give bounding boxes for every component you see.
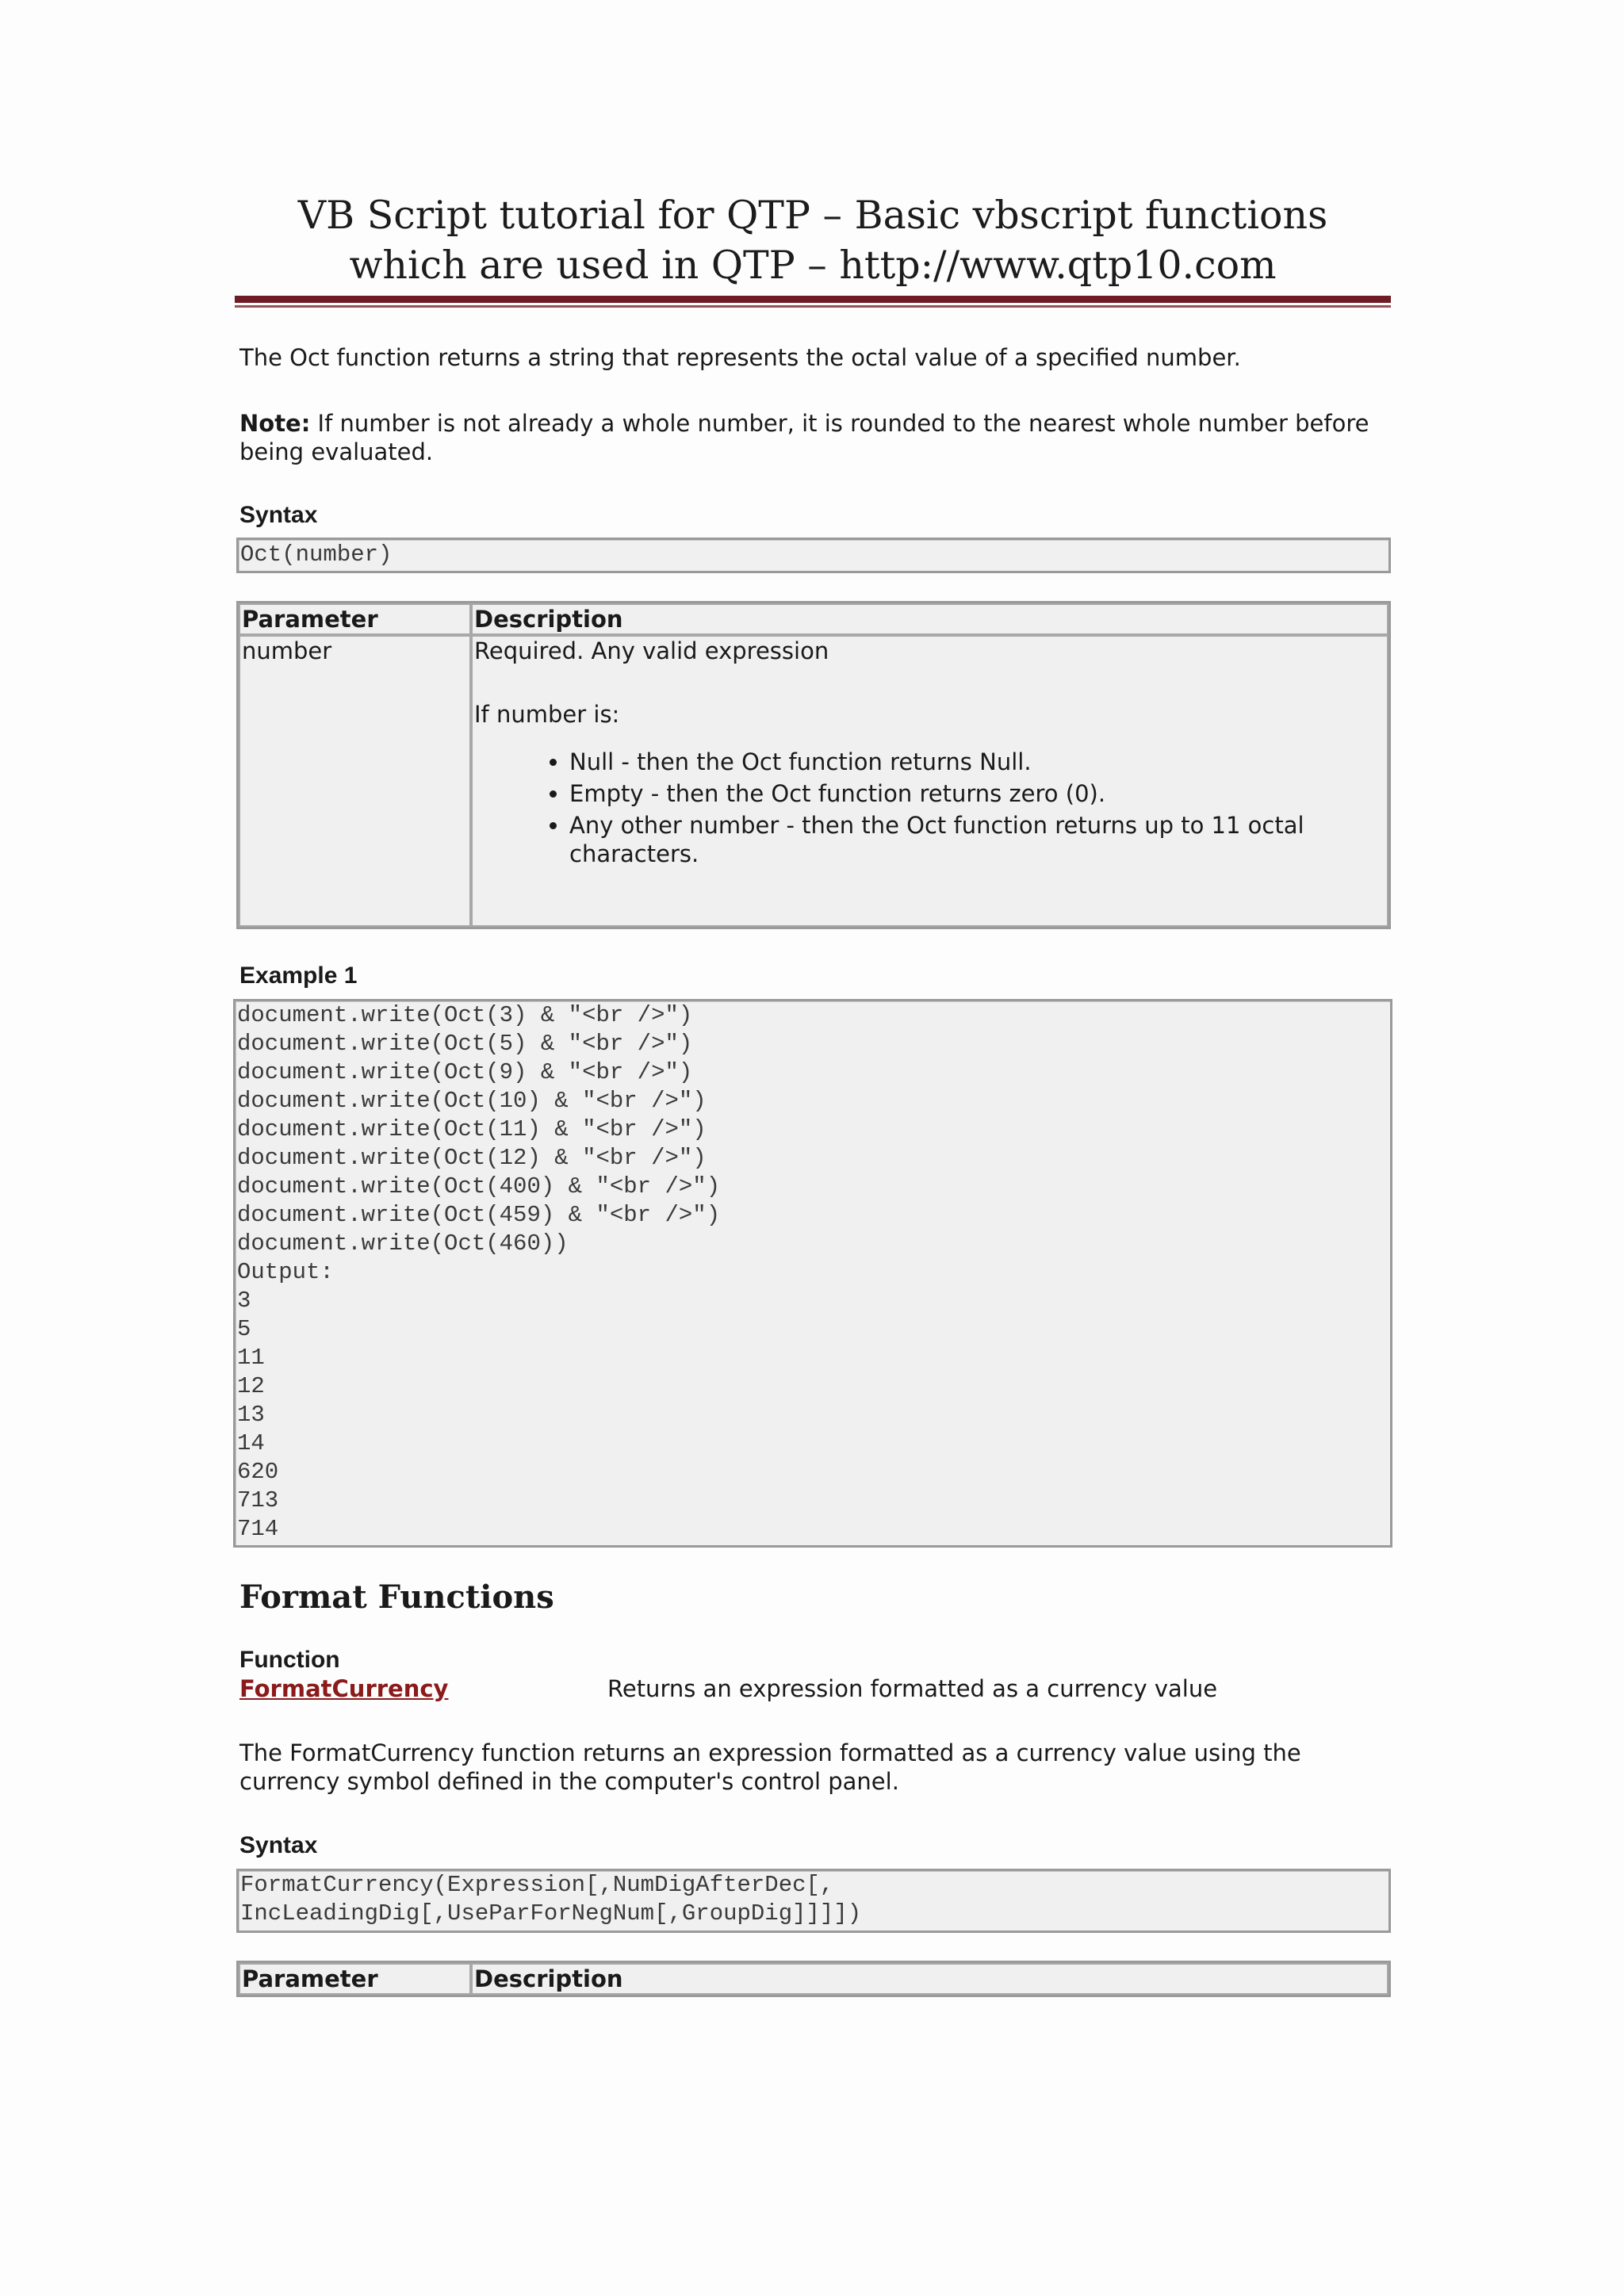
example-code-box: document.write(Oct(3) & "<br />") document.write(Oct(5) & "<br />") document.write(Oct(9) & "<br />") document.write(Oct(10) & "<br />") document.write(Oct(11) & "<br />") document.write(Oct(12) & "<br />") document.write(Oct(400) & "<br />") document.write(Oct(459) & "<br />") document.write(Oct(460)) Output: 3 5 11 12 13 14 620 713 714 [233,999,1392,1548]
section-heading-format-functions: Format Functions [239,1578,554,1616]
formatcurrency-intro: The FormatCurrency function returns an expression formatted as a currency value using the currency symbol defined in the computer's control panel. [239,1739,1301,1795]
oct-parameter-table [236,601,1391,929]
table-header-row [239,1963,1388,1995]
table-row [239,635,1388,927]
header-description: Description [471,603,1388,635]
function-label: Function [239,1647,340,1673]
oct-intro: The Oct function returns a string that represents the octal value of a specified number. [239,344,1241,371]
desc-bullet-list [474,748,1385,868]
function-description: Returns an expression formatted as a currency value [607,1675,1218,1702]
example-heading: Example 1 [239,962,358,989]
list-item: • Null - then the Oct function returns Null. [569,748,1385,776]
format-parameter-table [236,1961,1391,1997]
param-description [471,635,1388,927]
table-header-row [239,603,1388,635]
title-rule-thin [235,305,1391,308]
header-parameter: Parameter [239,1963,471,1995]
format-syntax-box: FormatCurrency(Expression[,NumDigAfterDec[, IncLeadingDig[,UseParForNegNum[,GroupDig]]]]) [236,1869,1391,1933]
header-description: Description [471,1963,1388,1995]
oct-syntax-box: Oct(number) [236,538,1391,573]
format-syntax-heading: Syntax [239,1832,318,1858]
formatcurrency-link[interactable]: FormatCurrency [239,1675,449,1702]
note-text: If number is not already a whole number, it is rounded to the nearest whole number before being evaluated. [239,410,1369,465]
header-parameter: Parameter [239,603,471,635]
oct-syntax-heading: Syntax [239,502,318,528]
note-label: Note: [239,410,311,437]
list-item: • Any other number - then the Oct function returns up to 11 octal characters. [569,811,1385,868]
oct-note [239,409,1389,466]
desc-if: If number is: [474,701,620,728]
desc-required: Required. Any valid expression [474,637,829,664]
list-item: • Empty - then the Oct function returns zero (0). [569,779,1385,808]
document-title: VB Script tutorial for QTP – Basic vbscript functions which are used in QTP – http://www.qtp10.com [297,193,1328,288]
title-rule-thick [235,296,1391,303]
param-name: number [239,635,471,927]
